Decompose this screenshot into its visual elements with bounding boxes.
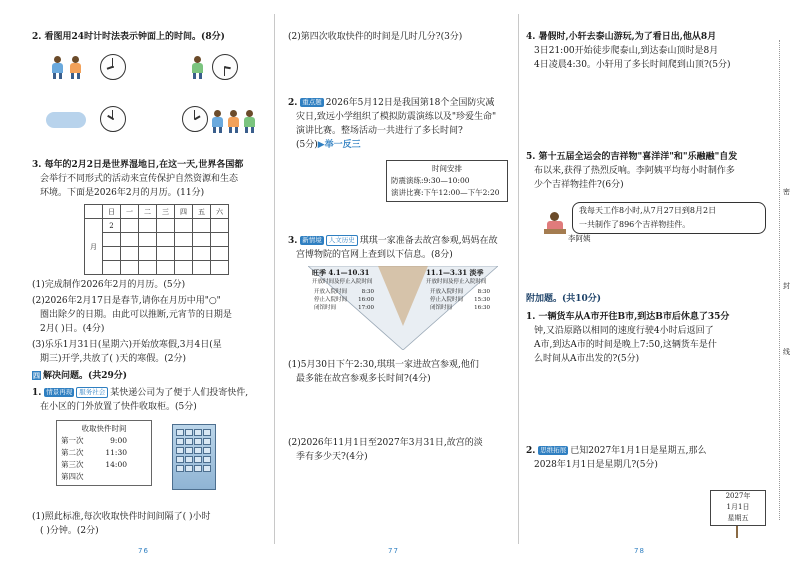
off-season-label: 11.1—3.31 淡季 — [426, 268, 484, 277]
calendar-header-cell: 一 — [121, 205, 139, 219]
q4-stem-1: 4. 暑假时,小轩去泰山游玩,为了看日出,他从8月 — [526, 32, 717, 42]
calendar-row — [85, 219, 229, 233]
q2-title: 2. 看图用24时计时法表示钟面上的时间。(8分) — [32, 32, 225, 42]
clock-face — [100, 106, 126, 132]
peak-season-label: 旺季 4.1—10.31 — [312, 268, 370, 277]
calendar-cell[interactable] — [157, 247, 175, 261]
q4-stem-3: 4日凌晨4:30。小轩用了多长时间爬到山顶?(5分) — [534, 60, 731, 70]
event-schedule-card — [386, 160, 508, 202]
tag-thinking: 思维拓展 — [540, 446, 567, 454]
calendar-cell[interactable] — [211, 233, 229, 247]
calendar-cell[interactable] — [211, 261, 229, 275]
pickup-schedule-title: 收取快件时间 — [81, 424, 127, 433]
calendar-row — [85, 261, 229, 275]
q3-stem-2: 会举行不同形式的活动来宣传保护自然资源和生态 — [40, 174, 239, 184]
q2-points: (5分) — [296, 140, 318, 150]
row-label: 停止入院时间 — [430, 297, 464, 303]
q3-sub-3a: (3)乐乐1月31日(星期六)开始放寒假,3月4日(星 — [32, 340, 222, 350]
q5-stem-1: 5. 第十五届全运会的吉祥物"喜洋洋"和"乐融融"自发 — [526, 152, 738, 162]
calendar-cell[interactable] — [211, 219, 229, 233]
calendar-header-cell: 日 — [103, 205, 121, 219]
calendar-cell[interactable] — [103, 233, 121, 247]
calendar-cell[interactable] — [193, 233, 211, 247]
calendar-header-cell: 六 — [211, 205, 229, 219]
q2-stem-4 — [296, 138, 510, 152]
seal-line — [779, 40, 780, 520]
b2-stem-2: 2028年1月1日是星期几?(5分) — [534, 460, 658, 470]
q5-stem-3: 少个吉祥物挂件?(6分) — [534, 180, 624, 190]
row-label: 闭馆时间 — [430, 305, 453, 311]
pickup-schedule-card — [56, 420, 152, 486]
left-column — [32, 20, 264, 542]
calendar-cell[interactable] — [175, 233, 193, 247]
kid-figure — [244, 110, 255, 133]
event-label: 防震演练: — [391, 176, 424, 185]
q1-sub-2: (2)第四次收取快件的时间是几时几分?(3分) — [288, 32, 463, 42]
calendar-header-row — [85, 205, 229, 219]
event-label: 演讲比赛: — [391, 188, 424, 197]
pickup-label: 第一次 — [61, 436, 84, 445]
peak-row — [314, 304, 374, 312]
event-time: 下午12:00—下午2:20 — [423, 188, 500, 197]
q3-sub-2a: (2)2026年11月1日至2027年3月31日,故宫的淡 — [288, 438, 483, 448]
margin-mark: 线 — [783, 348, 790, 356]
calendar-cell[interactable] — [211, 247, 229, 261]
peak-row — [314, 296, 374, 304]
q3-stem-text: 琪琪一家准备去故宫参观,妈妈在故 — [359, 236, 498, 246]
calendar-cell[interactable] — [121, 247, 139, 261]
q5-stem-2: 布以来,获得了热烈反响。李阿姨平均每小时制作多 — [534, 166, 735, 176]
tag-history: 人文历史 — [326, 235, 358, 246]
q3-sub-1a: (1)5月30日下午2:30,琪琪一家进故宫参观,他们 — [288, 360, 479, 370]
off-row — [430, 288, 490, 296]
calendar-cell[interactable] — [121, 233, 139, 247]
tag-scenario: 情景再现 — [46, 388, 73, 396]
off-row — [430, 296, 490, 304]
kid-figure — [212, 110, 223, 133]
pickup-time: 14:00 — [105, 460, 127, 469]
peak-rows — [314, 288, 374, 312]
off-row — [430, 304, 490, 312]
calendar-cell[interactable] — [121, 261, 139, 275]
calendar-row — [85, 233, 229, 247]
calendar-cell[interactable] — [193, 261, 211, 275]
kid-figure — [192, 56, 203, 79]
pickup-time: 9:00 — [110, 436, 127, 445]
section-label: 解决问题。(共29分) — [43, 371, 128, 381]
page-number-left: 76 — [138, 547, 149, 555]
row-label: 开放入院时间 — [314, 289, 348, 295]
pickup-row — [61, 471, 127, 483]
section-heading — [32, 370, 127, 382]
q1-sub-1a: (1)照此标准,每次收取快件时间间隔了( )小时 — [32, 512, 211, 522]
calendar-cell[interactable] — [193, 247, 211, 261]
pickup-row — [61, 459, 127, 471]
calendar-cell[interactable] — [175, 247, 193, 261]
q1-stem-text: 某快递公司为了便于人们投寄快件, — [110, 388, 249, 398]
sign-weekday: 星期五 — [727, 514, 749, 522]
sleeping-child-illustration — [46, 112, 86, 128]
peak-note: 开放时间及停止入院时间 — [312, 279, 373, 285]
q2-stem-1: 2. 重点题 2026年5月12日是我国第18个全国防灾减 — [288, 98, 495, 108]
calendar-cell[interactable] — [175, 219, 193, 233]
kid-figure — [228, 110, 239, 133]
q1-stem-1: 1. 情景再现 服务社会 某快递公司为了便于人们投寄快件, — [32, 388, 249, 398]
q3-sub-1b: 最多能在故宫参观多长时间?(4分) — [296, 374, 431, 384]
parcel-locker-illustration — [172, 424, 216, 490]
calendar-cell[interactable] — [139, 233, 157, 247]
pickup-label: 第四次 — [61, 472, 84, 481]
column-divider-left — [274, 14, 275, 544]
q3-sub-2b: 季有多少天?(4分) — [296, 452, 368, 462]
calendar-row — [85, 247, 229, 261]
calendar-cell[interactable] — [121, 219, 139, 233]
calendar-header-cell: 二 — [139, 205, 157, 219]
q1-stem-2: 在小区的门外放置了快件收取柜。(5分) — [40, 402, 197, 412]
calendar-cell[interactable] — [103, 261, 121, 275]
calendar-table — [84, 204, 229, 275]
clock-face — [212, 54, 238, 80]
calendar-cell[interactable] — [139, 219, 157, 233]
row-time: 16:30 — [474, 305, 490, 311]
q2-stem-3: 演讲比赛。整场活动一共进行了多长时间? — [296, 126, 463, 136]
page-number-right: 78 — [634, 547, 645, 555]
row-label: 闭馆时间 — [314, 305, 337, 311]
calendar-month-cell: 月 — [85, 219, 103, 275]
calendar-header-cell: 五 — [193, 205, 211, 219]
page-number-middle: 77 — [388, 547, 399, 555]
event-schedule-title: 时间安排 — [432, 164, 462, 173]
event-row-drill — [391, 175, 503, 187]
pickup-label: 第二次 — [61, 448, 84, 457]
calendar-cell[interactable] — [157, 233, 175, 247]
q3-sub-2b: 圈出除夕的日期。由此可以推断,元宵节的日期是 — [40, 310, 232, 320]
q1-sub-1b: ( )分钟。(2分) — [40, 526, 99, 536]
b2-stem-1: 2. 思维拓展 已知2027年1月1日是星期五,那么 — [526, 446, 707, 456]
q3-sub-2a: (2)2026年2月17日是春节,请你在月历中用"○" — [32, 296, 221, 306]
event-time: 9:30—10:00 — [423, 176, 470, 185]
follow-up-link[interactable]: ▶举一反三 — [317, 140, 361, 150]
q3-stem-3: 环境。下面是2026年2月的月历。(11分) — [40, 188, 205, 198]
row-time: 16:00 — [358, 297, 374, 303]
calendar-cell[interactable] — [157, 261, 175, 275]
calendar-cell[interactable] — [139, 247, 157, 261]
row-time: 15:30 — [474, 297, 490, 303]
pickup-row — [61, 435, 127, 447]
b2-stem-text: 已知2027年1月1日是星期五,那么 — [570, 446, 707, 456]
q3-sub-2c: 2月( )日。(4分) — [40, 324, 105, 334]
calendar-cell[interactable] — [175, 261, 193, 275]
pickup-label: 第三次 — [61, 460, 84, 469]
clock-face — [182, 106, 208, 132]
q3-stem-1: 3. 每年的2月2日是世界湿地日,在这一天,世界各国都 — [32, 160, 244, 170]
margin-mark: 密 — [783, 188, 790, 196]
calendar-cell[interactable] — [103, 247, 121, 261]
tag-service: 服务社会 — [76, 387, 108, 398]
speech-bubble — [572, 202, 766, 234]
row-label: 开放入院时间 — [430, 289, 464, 295]
q3-stem-1: 3. 新情境 人文历史 琪琪一家准备去故宫参观,妈妈在故 — [288, 236, 498, 246]
b1-stem-1: 1. 一辆货车从A市开往B市,到达B市后休息了35分 — [526, 312, 730, 322]
sign-date: 1月1日 — [726, 503, 750, 511]
calendar-header-cell: 四 — [175, 205, 193, 219]
calendar-cell[interactable]: 2 — [103, 219, 121, 233]
off-rows — [430, 288, 490, 312]
clock-face — [100, 54, 126, 80]
tag-new-context: 新情境 — [302, 236, 322, 244]
row-time: 8:30 — [477, 289, 490, 295]
b1-stem-3: A市,到达A市的时间是晚上7:50,这辆货车是什 — [534, 340, 717, 350]
q2-stem-text: 2026年5月12日是我国第18个全国防灾减 — [325, 98, 495, 108]
palace-hours-fan — [308, 266, 498, 350]
worker-illustration — [544, 212, 566, 236]
q3-stem-2: 宫博物院的官网上查到以下信息。(8分) — [296, 250, 453, 260]
pickup-row — [61, 447, 127, 459]
row-label: 停止入院时间 — [314, 297, 348, 303]
b1-stem-2: 钟,又沿原路以相同的速度行驶4小时后返回了 — [534, 326, 714, 336]
kid-figure — [70, 56, 81, 79]
row-time: 17:00 — [358, 305, 374, 311]
speaker-name: 李阿姨 — [568, 234, 591, 243]
bubble-line-2: 一共制作了896个吉祥物挂件。 — [579, 220, 691, 229]
calendar-cell[interactable] — [139, 261, 157, 275]
section-number: 四 — [33, 371, 40, 380]
middle-column — [288, 20, 510, 542]
right-column — [526, 20, 770, 542]
q4-stem-2: 3日21:00开始徒步爬泰山,到达泰山顶时是8月 — [534, 46, 719, 56]
bubble-line-1: 我每天工作8小时,从7月27日到8月2日 — [579, 206, 717, 215]
off-note: 开放时间及停止入院时间 — [426, 279, 487, 285]
b1-stem-4: 么时间从A市出发的?(5分) — [534, 354, 640, 364]
peak-row — [314, 288, 374, 296]
event-row-speech — [391, 187, 503, 199]
calendar-cell[interactable] — [157, 219, 175, 233]
pickup-time: 11:30 — [105, 448, 127, 457]
bonus-heading: 附加题。(共10分) — [526, 294, 602, 304]
calendar-header-cell: 三 — [157, 205, 175, 219]
margin-mark: 封 — [783, 282, 790, 290]
kid-figure — [52, 56, 63, 79]
date-sign — [710, 490, 766, 526]
row-time: 8:30 — [361, 289, 374, 295]
calendar-cell[interactable] — [193, 219, 211, 233]
column-divider-right — [518, 14, 519, 544]
q2-stem-2: 灾日,致远小学组织了模拟防震演练以及"珍爱生命" — [296, 112, 497, 122]
calendar-corner — [85, 205, 103, 219]
q3-sub-1: (1)完成制作2026年2月的月历。(5分) — [32, 280, 186, 290]
tag-key-question: 重点题 — [302, 98, 322, 106]
q3-sub-3b: 期三)开学,共放了( )天的寒假。(2分) — [40, 354, 187, 364]
sign-year: 2027年 — [725, 492, 751, 500]
